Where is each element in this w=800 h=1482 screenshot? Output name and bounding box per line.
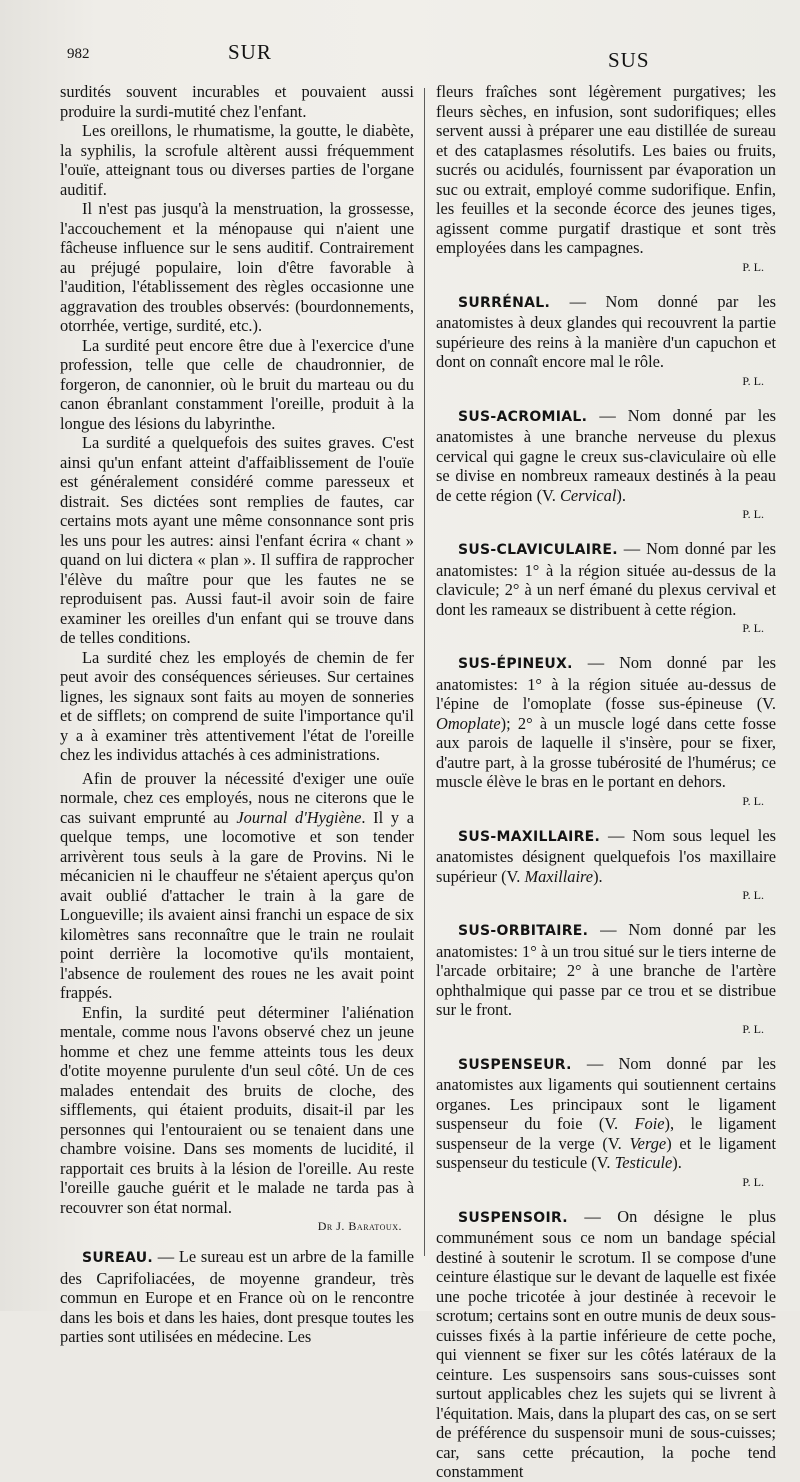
entry-signature: P. L. — [742, 1174, 764, 1189]
entry-sus-acromial: SUS-ACROMIAL. — Nom donné par les anatomistes à une branche nerveuse du plexus cervical qui gagne le creux sus-claviculaire où elle se divise en nombreux rameaux destinés à la peau de cette région (V. Cervical). — [436, 405, 776, 505]
entry-sus-claviculaire: SUS-CLAVICULAIRE. — Nom donné par les anatomistes: 1° à la région située au-dessus de la clavicule; 2° à un nerf émané du plexus cervival et dont les rameaux se distribuent à cette région. — [436, 539, 776, 619]
right-column — [436, 82, 776, 1482]
entry-suspenseur: SUSPENSEUR. — Nom donné par les anatomistes aux ligaments qui soutiennent certains organes. Les principaux sont le ligament suspenseur du foie (V. Foie), le ligament suspenseur de la verge (V. Verge) et le ligament suspenseur du testicule (V. Testicule). — [436, 1053, 776, 1172]
paragraph: fleurs fraîches sont légèrement purgatives; les fleurs sèches, en infusion, sont sudorifiques; elles servent aussi à préparer une eau distillée de sureau et des cataplasmes résolutifs. Les baies ou fruits, sucrés ou acidulés, fournissent par évaporation un suc ou extrait, employé comme sudorifique. Enfin, les feuilles et la seconde écorce des jeunes tiges, agissent comme purgatif drastique et sont très employées dans les campagnes. — [436, 82, 776, 257]
entry-signature: P. L. — [742, 793, 764, 808]
headword: SURRÉNAL. — [458, 294, 551, 311]
paragraph: La surdité chez les employés de chemin de fer peut avoir des conséquences sérieuses. Sur certaines lignes, les signaux sont faits au moyen de sonneries et de sifflets; on comprend de suite l'importance qu'il y a à examiner très attentivement l'état de l'oreille chez les individus attachés à ces administrations. — [60, 647, 414, 764]
headword: SUSPENSOIR. — [458, 1209, 568, 1226]
left-running-head: SUR — [228, 40, 272, 64]
headword: SUS-MAXILLAIRE. — [458, 828, 601, 845]
paragraph: La surdité a quelquefois des suites graves. C'est ainsi qu'un enfant atteint d'affaiblissement de l'ouïe est généralement considéré comme paresseux et distrait. Ses dictées sont remplies de fautes, car certains mots ayant une même consonnance sont pris les uns pour les autres: ainsi l'enfant écrira « chant » quand on lui dictera « plan ». Il suffira de rapprocher l'élève du maître pour que les fautes ne se reproduisent pas. Aussi faut-il avoir soin de faire examiner les oreilles d'un enfant qui se trouve dans de telles conditions. — [60, 433, 414, 647]
entry-sus-orbitaire: SUS-ORBITAIRE. — Nom donné par les anatomistes: 1° à un trou situé sur le tiers interne de l'arcade orbitaire; 2° à une branche de l'artère ophthalmique qui passe par ce trou et se distribue sur le front. — [436, 920, 776, 1019]
entry-signature: P. L. — [742, 507, 764, 521]
paragraph: Enfin, la surdité peut déterminer l'aliénation mentale, comme nous l'avons observé chez un jeune homme et chez une femme atteints tous les deux d'otite moyenne purulente d'un seul côté. Un de ces malades entendait des bruits de cloche, des sifflements, qui étaient produits, disait-il par les personnes qui l'entouraient ou se tenaient dans une chambre voisine. Dans ses moments de lucidité, il rapportait ces bruits à la lésion de l'oreille. Au reste l'oreille gauche guérit et le malade ne tarda pas à recouvrer son état normal. — [60, 1002, 414, 1217]
entry-signature: P. L. — [742, 1021, 764, 1036]
paragraph: Il n'est pas jusqu'à la menstruation, la grossesse, l'accouchement et la ménopause qui n'aient une fâcheuse influence sur le sens auditif. Contrairement au préjugé populaire, loin d'être favorable à l'audition, l'établissement des règles occasionne une aggravation des troubles observés: (bourdonnements, otorrhée, vertige, surdité, etc.). — [60, 199, 414, 335]
entry-suspensoir: SUSPENSOIR. — On désigne le plus communément sous ce nom un bandage spécial destiné à soutenir le scrotum. Il se compose d'une ceinture élastique sur le devant de laquelle est fixée une poche tricotée à jour destinée à recevoir le scrotum; certains sont en outre munis de deux sous-cuisses fixés à la partie inférieure de cette poche, qui viennent se fixer sur les côtés latéraux de la ceinture. Les suspensoirs sans sous-cuisses sont surtout applicables chez les sujets qui se livrent à l'équitation. Mais, dans la plupart des cas, on se sert de préférence du suspensoir muni de sous-cuisses; car, sans cette précaution, la poche tend constamment — [436, 1206, 776, 1481]
headword: SUSPENSEUR. — [458, 1056, 572, 1073]
right-running-head: SUS — [608, 48, 650, 72]
headword: SUS-ACROMIAL. — [458, 408, 588, 425]
entry-signature: P. L. — [742, 888, 764, 902]
author-signature: Dr J. Baratoux. — [317, 1219, 402, 1233]
entry-surrenal: SURRÉNAL. — Nom donné par les anatomistes à deux glandes qui recouvrent la partie supérieure des reins à la manière d'un capuchon et dont on connaît encore mal le rôle. — [436, 291, 776, 371]
entry-signature: P. L. — [742, 259, 764, 274]
headword: SUREAU. — [82, 1250, 153, 1266]
entry-sus-maxillaire: SUS-MAXILLAIRE. — Nom sous lequel les anatomistes désignent quelquefois l'os maxillaire supérieur (V. Maxillaire). — [436, 825, 776, 886]
headword: SUS-ÉPINEUX. — [458, 656, 573, 672]
entry-signature: P. L. — [742, 373, 764, 388]
paragraph: surdités souvent incurables et pouvaient aussi produire la surdi-mutité chez l'enfant. — [60, 82, 414, 121]
paragraph: Les oreillons, le rhumatisme, la goutte, le diabète, la syphilis, la scrofule altèrent aussi fréquemment l'ouïe, atteignant tous ou diverses parties de l'organe auditif. — [60, 121, 414, 199]
entry-signature: P. L. — [742, 621, 764, 635]
entry-sus-epineux: SUS-ÉPINEUX. — Nom donné par les anatomistes: 1° à la région située au-dessus de l'épine de l'omoplate (fosse sus-épineuse (V. Omoplate); 2° à un muscle logé dans cette fosse aux parois de laquelle il s'insère, pour se fixer, d'autre part, à la grosse tubérosité de l'humérus; ce muscle élève le bras en le portant en dehors. — [436, 653, 776, 791]
journal-title: Journal d'Hygiène — [236, 807, 362, 827]
page-number: 982 — [67, 46, 90, 62]
paragraph: La surdité peut encore être due à l'exercice d'une profession, telle que celle de chaudronnier, de forgeron, de canonnier, où le bruit du marteau ou du canon ébranlant constamment l'oreille, produit à la longue des lésions du labyrinthe. — [60, 335, 414, 433]
column-divider — [424, 88, 425, 1256]
headword: SUS-ORBITAIRE. — [458, 923, 589, 939]
entry-sureau: SUREAU. — Le sureau est un arbre de la famille des Caprifoliacées, de moyenne grandeur, très commun en Europe et en France où on le rencontre dans les bois et dans les haies, dont presque toutes les parties sont utilisées en médecine. Les — [60, 1247, 414, 1346]
headword: SUS-CLAVICULAIRE. — [458, 542, 618, 558]
paragraph: Afin de prouver la nécessité d'exiger une ouïe normale, chez ces employés, nous ne citerons que le cas suivant emprunté au Journal d'Hygiène. Il y a quelque temps, une locomotive et son tender arrivèrent tous seuls à la gare de Provins. Ni le mécanicien ni le chauffeur ne s'étaient aperçus qu'on avait oublié d'attacher le train à la gare de Longueville; ils avaient ainsi franchi un espace de six kilomètres sans reconnaître que le train ne roulait point derrière la locomotive qu'ils montaient, l'absence de roulement des roues ne les avait point frappés. — [60, 768, 414, 1002]
page-header — [60, 40, 780, 76]
left-column — [60, 82, 414, 1347]
